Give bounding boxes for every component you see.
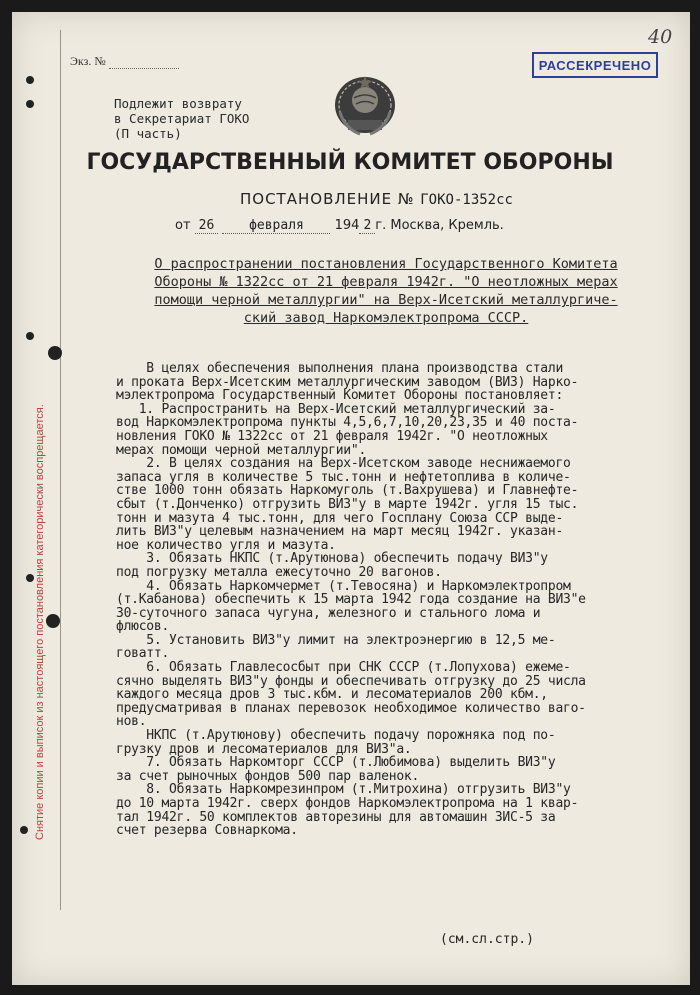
body-line: и проката Верх-Исетским металлургическим заводом (ВИЗ) Нарко-	[116, 374, 579, 390]
body-line: НКПС (т.Арутюнову) обеспечить подачу порожняка под по-	[116, 728, 556, 744]
return-note-line: (П часть)	[114, 126, 182, 141]
punch-hole	[46, 614, 60, 628]
body-line: сбыт (т.Донченко) отгрузить ВИЗ"у в марте 1942г. угля 15 тыс.	[116, 496, 579, 512]
committee-title: ГОСУДАРСТВЕННЫЙ КОМИТЕТ ОБОРОНЫ	[86, 150, 614, 175]
body-line: счет резерва Совнаркома.	[116, 823, 298, 839]
body-line: 7. Обязать Наркомторг СССР (т.Любимова) выделить ВИЗ"у	[116, 755, 556, 771]
body-line: ное количество угля и мазута.	[116, 537, 336, 553]
decree-date	[175, 218, 504, 234]
return-note	[114, 96, 249, 141]
copy-number-label: Экз. №	[70, 54, 106, 68]
copy-number	[70, 54, 179, 69]
body-line: 30-суточного запаса чугуна, железного и стального лома и	[116, 605, 541, 621]
continued-note: (см.сл.стр.)	[440, 932, 534, 947]
body-line: 2. В целях создания на Верх-Исетском заводе неснижаемого	[116, 456, 571, 472]
body-line: до 10 марта 1942г. сверх фондов Наркомэлектропрома на 1 квар-	[116, 796, 579, 811]
subject-line: О распространении постановления Государственного Комитета	[154, 256, 618, 272]
return-note-line: Подлежит возврату	[114, 96, 242, 111]
body-line: 3. Обязать НКПС (т.Арутюнова) обеспечить подачу ВИЗ"у	[116, 551, 548, 567]
body-line: 5. Установить ВИЗ"у лимит на электроэнергию в 12,5 ме-	[116, 632, 556, 648]
body-line: новления ГОКО № 1322сс от 21 февраля 1942г. "О неотложных	[116, 428, 548, 444]
punch-hole	[26, 100, 34, 108]
body-line: каждого месяца дров 3 тыс.кбм. и лесоматериалов 200 кбм.,	[116, 687, 548, 703]
body-line: В целях обеспечения выполнения плана производства стали	[116, 361, 564, 376]
page-number: 40	[648, 26, 673, 48]
date-place: г. Москва, Кремль.	[375, 218, 504, 233]
body-line: нов.	[116, 714, 147, 730]
date-day: 26	[195, 218, 219, 234]
copy-number-blank	[109, 68, 179, 69]
body-line: стве 1000 тонн обязать Наркомуголь (т.Вахрушева) и Главнефте-	[116, 483, 579, 499]
punch-hole	[26, 76, 34, 84]
body-line: (т.Кабанова) обеспечить к 15 марта 1942 года создание на ВИЗ"е	[116, 592, 586, 608]
body-line: вод Наркомэлектропрома пункты 4,5,6,7,10,20,23,35 и 40 поста-	[116, 415, 579, 431]
body-line: мэлектропрома Государственный Комитет Обороны постановляет:	[116, 388, 564, 404]
decree-heading	[240, 190, 513, 208]
decree-number: ГОКО-1352сс	[420, 192, 513, 208]
body-line: 6. Обязать Главлесосбыт при СНК СССР (т.Лопухова) ежеме-	[116, 660, 571, 676]
decree-label: ПОСТАНОВЛЕНИЕ №	[240, 190, 415, 208]
body-line: мерах помощи черной металлургии".	[116, 442, 367, 458]
body-line: 1. Распространить на Верх-Исетский металлургический за-	[116, 401, 556, 417]
punch-hole	[26, 332, 34, 340]
body-line: за счет рыночных фондов 500 пар валенок.	[116, 768, 420, 784]
punch-hole	[48, 346, 62, 360]
date-year-suffix: 2	[359, 218, 375, 234]
decree-subject	[116, 255, 656, 327]
body-line: лить ВИЗ"у целевым назначением на март месяц 1942г. указан-	[116, 524, 564, 540]
body-line: 8. Обязать Наркомрезинпром (т.Митрохина) отгрузить ВИЗ"у	[116, 782, 571, 798]
body-line: говатт.	[116, 646, 170, 662]
decree-body	[116, 362, 688, 838]
body-line: сячно выделять ВИЗ"у фонды и обеспечивать отгрузку до 25 числа	[116, 673, 586, 689]
body-line: предусматривая в планах перевозок необходимое количество ваго-	[116, 700, 586, 716]
body-line: под погрузку металла ежесуточно 20 вагонов.	[116, 564, 442, 580]
punch-hole	[26, 574, 34, 582]
body-line: флюсов.	[116, 619, 170, 635]
copy-prohibition-note: Снятие копии и выписок из настоящего постановления категорически воспрещается.	[34, 404, 46, 840]
date-year-prefix: 194	[334, 218, 360, 233]
punch-hole	[20, 826, 28, 834]
date-month: февраля	[222, 218, 330, 234]
body-line: 4. Обязать Наркомчермет (т.Тевосяна) и Наркомэлектропром	[116, 578, 571, 594]
subject-line: помощи черной металлургии" на Верх-Исетский металлургиче-	[154, 292, 618, 308]
state-emblem	[330, 72, 400, 140]
body-line: тал 1942г. 50 комплектов авторезины для автомашин ЗИС-5 за	[116, 809, 556, 825]
date-prefix: от	[175, 218, 191, 233]
body-line: запаса угля в количестве 5 тыс.тонн и нефтетоплива в количе-	[116, 469, 571, 485]
subject-line: Обороны № 1322сс от 21 февраля 1942г. "О неотложных мерах	[154, 274, 618, 290]
return-note-line: в Секретариат ГОКО	[114, 111, 250, 126]
body-line: грузку дров и лесоматериалов для ВИЗ"а.	[116, 741, 412, 757]
body-line: тонн и мазута 4 тыс.тонн, для чего Госплану Союза ССР выде-	[116, 510, 564, 526]
declassified-stamp: РАССЕКРЕЧЕНО	[532, 52, 658, 78]
subject-line: ский завод Наркомэлектропрома СССР.	[243, 310, 529, 326]
